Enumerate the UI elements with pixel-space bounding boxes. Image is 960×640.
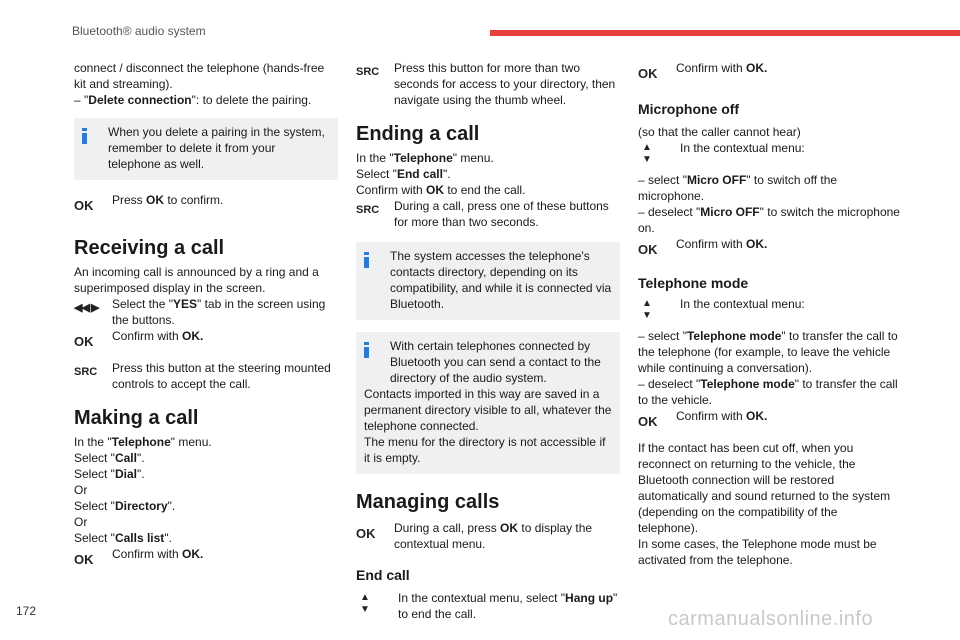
heading-receiving-call: Receiving a call — [74, 237, 225, 259]
step-row — [74, 360, 338, 392]
step-text: In the contextual menu: — [680, 141, 805, 155]
info-text: The system accesses the telephone's contacts directory, depending on its compatibility, and while it is connected via Bluetooth. — [390, 249, 612, 311]
paragraph: In some cases, the Telephone mode must be activated from the telephone. — [638, 537, 877, 567]
paragraph: Select "Calls list". — [74, 531, 172, 545]
info-text: Contacts imported in this way are saved in a permanent directory visible to all, whatever the telephone connected. — [364, 387, 612, 433]
paragraph: Select "Directory". — [74, 499, 176, 513]
info-box — [356, 332, 620, 474]
paragraph: In the "Telephone" menu. — [74, 435, 212, 449]
paragraph: – select "Telephone mode" to transfer the call to the telephone (for example, to leave the vehicle while continuing a conversation). — [638, 329, 898, 375]
step-text: Press this button for more than two seconds for access to your directory, then navigate using the thumb wheel. — [394, 61, 616, 107]
step-text: Press this button at the steering mounted controls to accept the call. — [112, 361, 331, 391]
column-2 — [356, 60, 620, 622]
step-text: Confirm with OK. — [676, 61, 768, 75]
paragraph: If the contact has been cut off, when you reconnect on returning to the vehicle, the Bluetooth connection will be restored automatically and sound returned to the system (depending on the compatibility of the telephone). — [638, 441, 891, 535]
step-text: During a call, press one of these buttons for more than two seconds. — [394, 199, 609, 229]
step-text: Confirm with OK. — [676, 409, 768, 423]
ok-button-icon: OK — [74, 552, 94, 567]
info-icon — [364, 252, 369, 268]
step-row — [638, 408, 900, 430]
ok-button-icon: OK — [638, 414, 658, 429]
heading-ending-call: Ending a call — [356, 123, 480, 145]
step-row — [638, 296, 900, 322]
step-text: During a call, press OK to display the contextual menu. — [394, 521, 593, 551]
paragraph: – "Delete connection": to delete the pairing. — [74, 93, 312, 107]
paragraph: – select "Micro OFF" to switch off the microphone. — [638, 173, 838, 203]
info-icon — [82, 128, 87, 144]
info-text: When you delete a pairing in the system, remember to delete it from your telephone as well. — [108, 125, 325, 171]
heading-telephone-mode: Telephone mode — [638, 275, 749, 291]
info-text: The menu for the directory is not accessible if it is empty. — [364, 435, 606, 465]
heading-end-call: End call — [356, 567, 410, 583]
src-phone-button-icon: SRC — [74, 366, 98, 378]
step-row — [74, 296, 338, 328]
header-accent-bar — [490, 30, 960, 36]
paragraph: Confirm with OK to end the call. — [356, 183, 526, 197]
step-row — [638, 236, 900, 258]
step-text: Select the "YES" tab in the screen using the buttons. — [112, 297, 326, 327]
up-down-arrows-icon: ▲ ▼ — [642, 142, 652, 165]
step-row — [356, 60, 620, 108]
step-row — [638, 60, 900, 82]
paragraph: – deselect "Micro OFF" to switch the microphone on. — [638, 205, 900, 235]
heading-microphone-off: Microphone off — [638, 101, 740, 117]
column-3 — [638, 60, 900, 568]
ok-button-icon: OK — [74, 198, 94, 213]
step-text: In the contextual menu: — [680, 297, 805, 311]
step-text: Confirm with OK. — [112, 547, 204, 561]
src-phone-button-icon: SRC — [356, 204, 380, 216]
paragraph: connect / disconnect the telephone (hands-free kit and streaming). — [74, 61, 325, 91]
step-row — [356, 590, 620, 622]
step-row — [356, 520, 620, 552]
column-1 — [74, 60, 338, 568]
heading-making-call: Making a call — [74, 407, 199, 429]
heading-managing-calls: Managing calls — [356, 491, 500, 513]
paragraph: An incoming call is announced by a ring and a superimposed display in the screen. — [74, 265, 319, 295]
step-row — [74, 192, 338, 214]
page-number: 172 — [16, 604, 37, 618]
ok-button-icon: OK — [638, 66, 658, 81]
step-row — [74, 546, 338, 568]
step-text: In the contextual menu, select "Hang up" to end the call. — [398, 591, 618, 621]
step-row — [638, 140, 900, 166]
paragraph: (so that the caller cannot hear) — [638, 125, 801, 139]
step-row — [74, 328, 338, 350]
step-text: Press OK to confirm. — [112, 193, 224, 207]
watermark: carmanualsonline.info — [668, 608, 874, 630]
ok-button-icon: OK — [638, 242, 658, 257]
step-text: Confirm with OK. — [676, 237, 768, 251]
paragraph: In the "Telephone" menu. — [356, 151, 494, 165]
info-icon — [364, 342, 369, 358]
paragraph: Or — [74, 515, 88, 529]
step-row — [356, 198, 620, 230]
paragraph: Or — [74, 483, 88, 497]
header-title: Bluetooth® audio system — [72, 24, 206, 38]
up-down-arrows-icon: ▲ ▼ — [360, 592, 370, 615]
ok-button-icon: OK — [356, 526, 376, 541]
info-text: With certain telephones connected by Bluetooth you can send a contact to the directory of the audio system. — [390, 339, 601, 385]
up-down-arrows-icon: ▲ ▼ — [642, 298, 652, 321]
left-right-arrows-icon: ◀◀ ▶ — [74, 302, 99, 314]
src-phone-button-icon: SRC — [356, 66, 380, 78]
info-box — [74, 118, 338, 180]
ok-button-icon: OK — [74, 334, 94, 349]
info-box — [356, 242, 620, 320]
step-text: Confirm with OK. — [112, 329, 204, 343]
paragraph: Select "Call". — [74, 451, 145, 465]
paragraph: Select "End call". — [356, 167, 451, 181]
paragraph: – deselect "Telephone mode" to transfer the call to the vehicle. — [638, 377, 898, 407]
paragraph: Select "Dial". — [74, 467, 145, 481]
